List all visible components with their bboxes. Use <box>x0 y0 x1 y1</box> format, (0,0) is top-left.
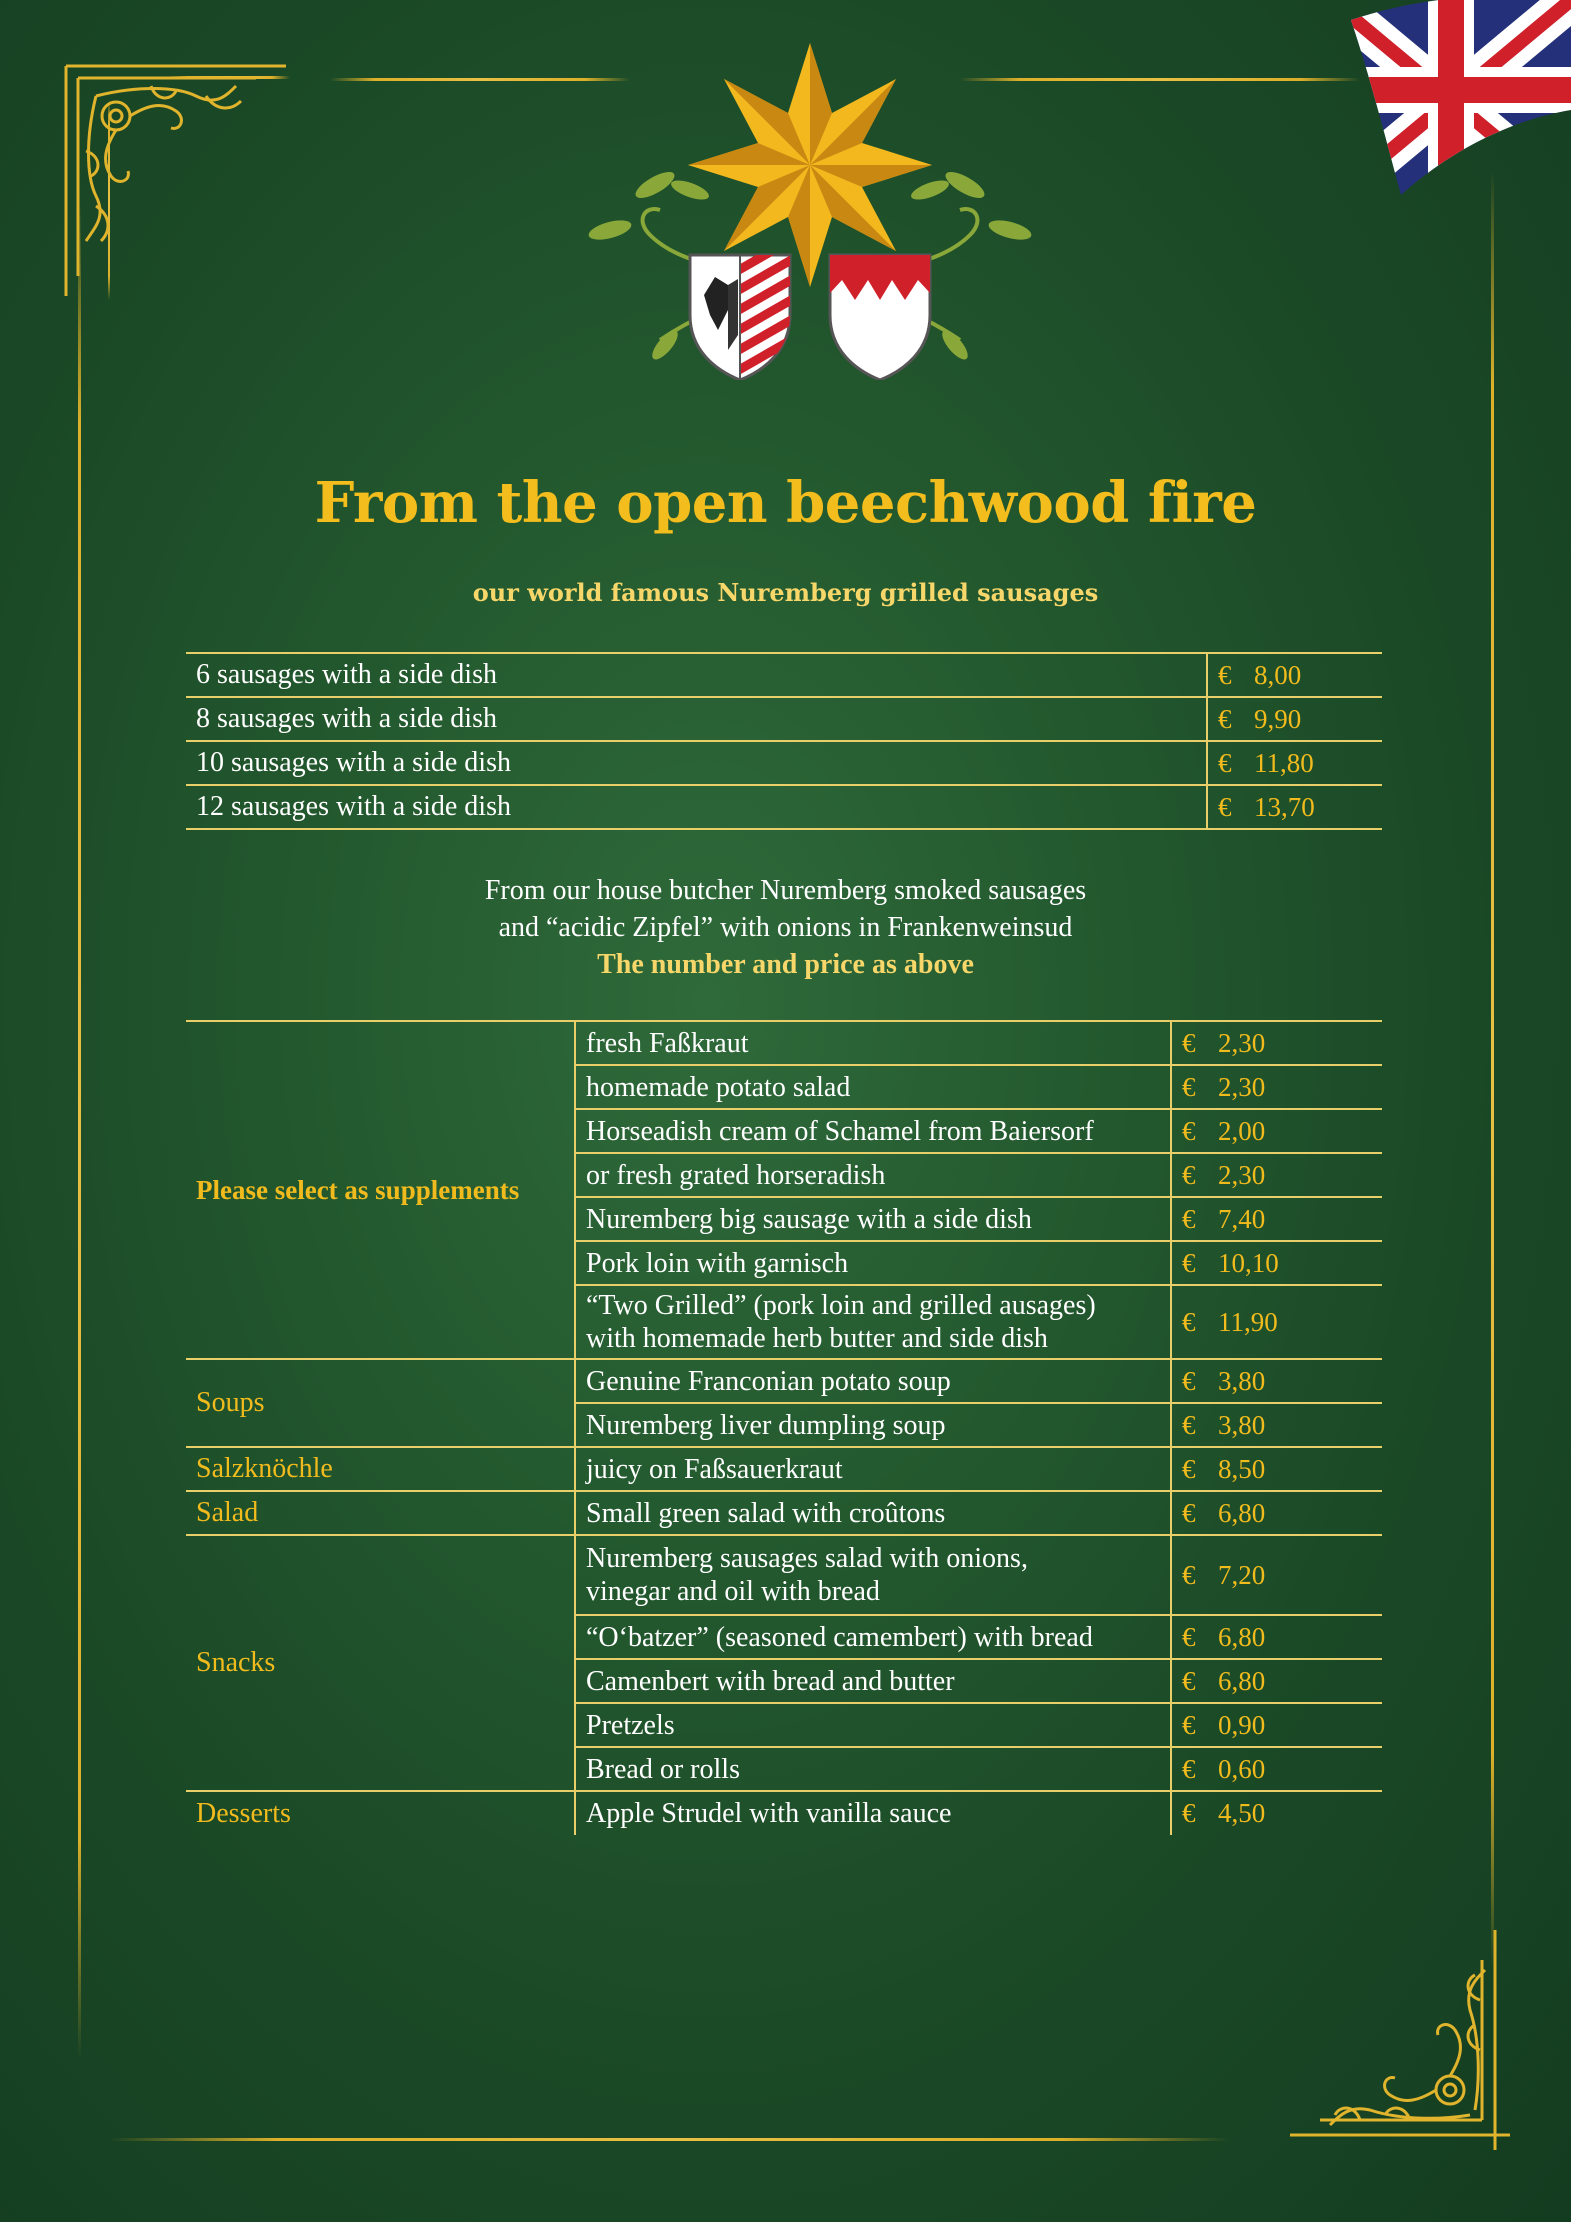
item-name: 12 sausages with a side dish <box>186 785 1207 829</box>
item-name: or fresh grated horseradish <box>575 1153 1171 1197</box>
category-supplements: Please select as supplements <box>186 1021 575 1359</box>
table-row <box>186 1491 1382 1535</box>
page-subtitle: our world famous Nuremberg grilled sausages <box>472 578 1099 607</box>
item-price: € 6,80 <box>1171 1659 1382 1703</box>
item-price: € 10,10 <box>1171 1241 1382 1285</box>
category-snacks: Snacks <box>186 1535 575 1791</box>
item-name: Nuremberg liver dumpling soup <box>575 1403 1171 1447</box>
info-line: From our house butcher Nuremberg smoked sausages <box>484 875 1087 906</box>
item-price: € 6,80 <box>1171 1491 1382 1535</box>
table-row <box>186 1447 1382 1491</box>
item-name: “O‘batzer” (seasoned camembert) with bread <box>575 1615 1171 1659</box>
menu-items-table <box>186 1020 1382 1835</box>
item-price: € 7,40 <box>1171 1197 1382 1241</box>
item-price: € 3,80 <box>1171 1403 1382 1447</box>
item-name: juicy on Faßsauerkraut <box>575 1447 1171 1491</box>
item-name: 10 sausages with a side dish <box>186 741 1207 785</box>
item-price: € 2,30 <box>1171 1153 1382 1197</box>
table-row <box>186 741 1382 785</box>
page-title: From the open beechwood fire <box>314 470 1257 536</box>
item-price: € 13,70 <box>1207 785 1382 829</box>
table-row <box>186 697 1382 741</box>
item-name: Pretzels <box>575 1703 1171 1747</box>
item-name: Nuremberg big sausage with a side dish <box>575 1197 1171 1241</box>
table-row <box>186 653 1382 697</box>
item-price: € 11,80 <box>1207 741 1382 785</box>
smoked-sausages-info <box>0 872 1571 983</box>
star-and-coats-of-arms-emblem <box>580 40 1040 380</box>
item-name: Pork loin with garnisch <box>575 1241 1171 1285</box>
table-row <box>186 1021 1382 1065</box>
item-price: € 2,30 <box>1171 1065 1382 1109</box>
item-price: € 11,90 <box>1171 1285 1382 1359</box>
item-name: Horseadish cream of Schamel from Baiersorf <box>575 1109 1171 1153</box>
sausages-price-table <box>186 652 1382 830</box>
table-row <box>186 785 1382 829</box>
category-desserts: Desserts <box>186 1791 575 1835</box>
item-name: Genuine Franconian potato soup <box>575 1359 1171 1403</box>
frame-bottom-line <box>110 2138 1230 2141</box>
item-price: € 8,00 <box>1207 653 1382 697</box>
table-row <box>186 1535 1382 1615</box>
item-price: € 2,00 <box>1171 1109 1382 1153</box>
item-name: 6 sausages with a side dish <box>186 653 1207 697</box>
item-name: Small green salad with croûtons <box>575 1491 1171 1535</box>
table-row <box>186 1791 1382 1835</box>
item-price: € 2,30 <box>1171 1021 1382 1065</box>
category-soups: Soups <box>186 1359 575 1447</box>
item-price: € 4,50 <box>1171 1791 1382 1835</box>
corner-ornament-bottom-right-icon <box>1280 1920 1520 2160</box>
item-name: Bread or rolls <box>575 1747 1171 1791</box>
frame-right-line <box>1491 170 1494 1970</box>
item-price: € 3,80 <box>1171 1359 1382 1403</box>
corner-ornament-top-left-icon <box>56 56 296 306</box>
item-name: “Two Grilled” (pork loin and grilled ausages) with homemade herb butter and side dish <box>575 1285 1171 1359</box>
item-price: € 9,90 <box>1207 697 1382 741</box>
category-salad: Salad <box>186 1491 575 1535</box>
item-price: € 0,60 <box>1171 1747 1382 1791</box>
item-name: Apple Strudel with vanilla sauce <box>575 1791 1171 1835</box>
item-name: homemade potato salad <box>575 1065 1171 1109</box>
item-price: € 6,80 <box>1171 1615 1382 1659</box>
item-name: Camenbert with bread and butter <box>575 1659 1171 1703</box>
item-name: fresh Faßkraut <box>575 1021 1171 1065</box>
item-price: € 0,90 <box>1171 1703 1382 1747</box>
table-row <box>186 1359 1382 1403</box>
category-salzknochle: Salzknöchle <box>186 1447 575 1491</box>
item-name: Nuremberg sausages salad with onions, vinegar and oil with bread <box>575 1535 1171 1615</box>
union-jack-flag-icon[interactable] <box>1331 0 1571 200</box>
item-name: 8 sausages with a side dish <box>186 697 1207 741</box>
info-highlight: The number and price as above <box>597 949 974 980</box>
item-price: € 7,20 <box>1171 1535 1382 1615</box>
info-line: and “acidic Zipfel” with onions in Frankenweinsud <box>498 912 1073 943</box>
item-price: € 8,50 <box>1171 1447 1382 1491</box>
